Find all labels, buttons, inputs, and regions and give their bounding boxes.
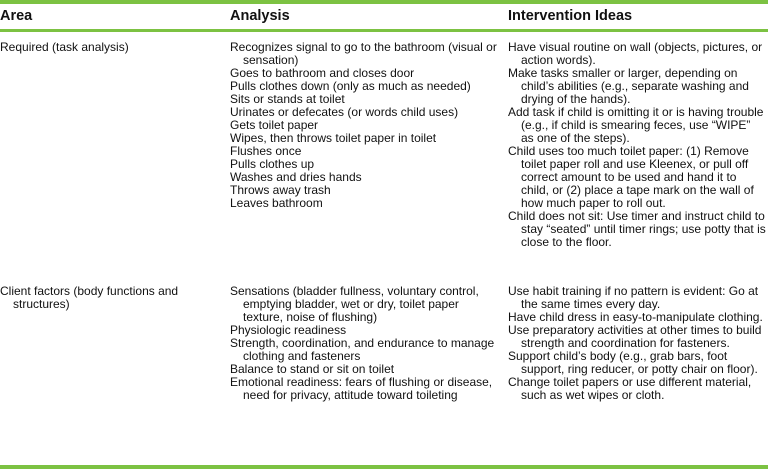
intervention-item: Child uses too much toilet paper: (1) Remove toilet paper roll and use Kleenex, or pull off correct amount to be used and hand it to child, or (2) place a tape mark on the wall of how much paper to roll out. bbox=[508, 144, 754, 210]
table-row-client-factors-area bbox=[0, 285, 215, 311]
analysis-item: Pulls clothes down (only as much as needed) bbox=[230, 79, 471, 93]
intervention-item: Change toilet papers or use different material, such as wet wipes or cloth. bbox=[508, 375, 752, 402]
header-area: Area bbox=[0, 8, 33, 24]
header-rule bbox=[0, 29, 768, 32]
table-row-required-analysis bbox=[230, 41, 498, 210]
analysis-item: Urinates or defecates (or words child uses) bbox=[230, 105, 459, 119]
intervention-item: Have visual routine on wall (objects, pictures, or action words). bbox=[508, 40, 763, 67]
analysis-item: Gets toilet paper bbox=[230, 118, 319, 132]
analysis-item: Throws away trash bbox=[230, 183, 331, 197]
analysis-item: Strength, coordination, and endurance to manage clothing and fasteners bbox=[230, 336, 495, 363]
table-bottom-rule bbox=[0, 465, 768, 469]
area-label: Required (task analysis) bbox=[0, 40, 129, 54]
analysis-item: Flushes once bbox=[230, 144, 302, 158]
table-row-client-factors-ideas bbox=[508, 285, 766, 402]
intervention-item: Add task if child is omitting it or is having trouble (e.g., if child is smearing feces, use “WIPE” as one of the steps). bbox=[508, 105, 764, 145]
analysis-item: Balance to stand or sit on toilet bbox=[230, 362, 395, 376]
analysis-item: Sensations (bladder fullness, voluntary control, emptying bladder, wet or dry, toilet paper texture, noise of flushing) bbox=[230, 284, 479, 324]
analysis-item: Sits or stands at toilet bbox=[230, 92, 345, 106]
analysis-item: Physiologic readiness bbox=[230, 323, 347, 337]
analysis-item: Leaves bathroom bbox=[230, 196, 323, 210]
intervention-item: Make tasks smaller or larger, depending on child’s abilities (e.g., separate washing and drying of the hands). bbox=[508, 66, 749, 106]
analysis-item: Washes and dries hands bbox=[230, 170, 362, 184]
analysis-item: Recognizes signal to go to the bathroom (visual or sensation) bbox=[230, 40, 497, 67]
table-top-rule bbox=[0, 0, 768, 4]
table-row-client-factors-analysis bbox=[230, 285, 498, 402]
intervention-item: Have child dress in easy-to-manipulate clothing. bbox=[508, 310, 763, 324]
intervention-item: Child does not sit: Use timer and instruct child to stay “seated” until timer rings; use potty that is close to the floor. bbox=[508, 209, 766, 249]
intervention-item: Use preparatory activities at other times to build strength and coordination for fasteners. bbox=[508, 323, 762, 350]
table-row-required-area bbox=[0, 41, 215, 54]
analysis-item: Wipes, then throws toilet paper in toilet bbox=[230, 131, 437, 145]
analysis-item: Pulls clothes up bbox=[230, 157, 315, 171]
intervention-item: Use habit training if no pattern is evident: Go at the same times every day. bbox=[508, 284, 759, 311]
analysis-item: Goes to bathroom and closes door bbox=[230, 66, 415, 80]
intervention-item: Support child’s body (e.g., grab bars, foot support, ring reducer, or potty chair on floor). bbox=[508, 349, 758, 376]
header-analysis: Analysis bbox=[230, 8, 290, 24]
header-intervention-ideas: Intervention Ideas bbox=[508, 8, 633, 24]
analysis-item: Emotional readiness: fears of flushing or disease, need for privacy, attitude toward toileting bbox=[230, 375, 493, 402]
table-row-required-ideas bbox=[508, 41, 766, 249]
area-label: Client factors (body functions and structures) bbox=[0, 284, 179, 311]
